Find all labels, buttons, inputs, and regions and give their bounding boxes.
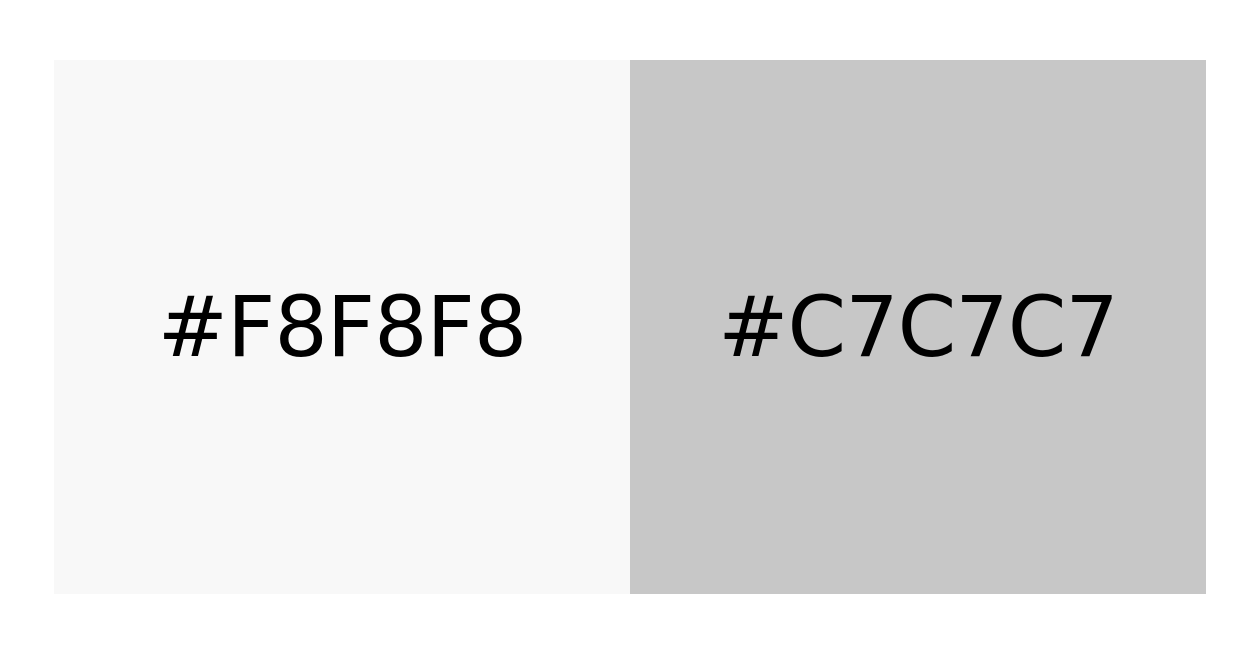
swatch-hex-label-2: #C7C7C7: [718, 278, 1118, 376]
swatch-hex-label-1: #F8F8F8: [157, 278, 527, 376]
color-palette: [54, 60, 1206, 594]
color-swatch-1: [54, 60, 630, 594]
color-swatch-2: [630, 60, 1206, 594]
